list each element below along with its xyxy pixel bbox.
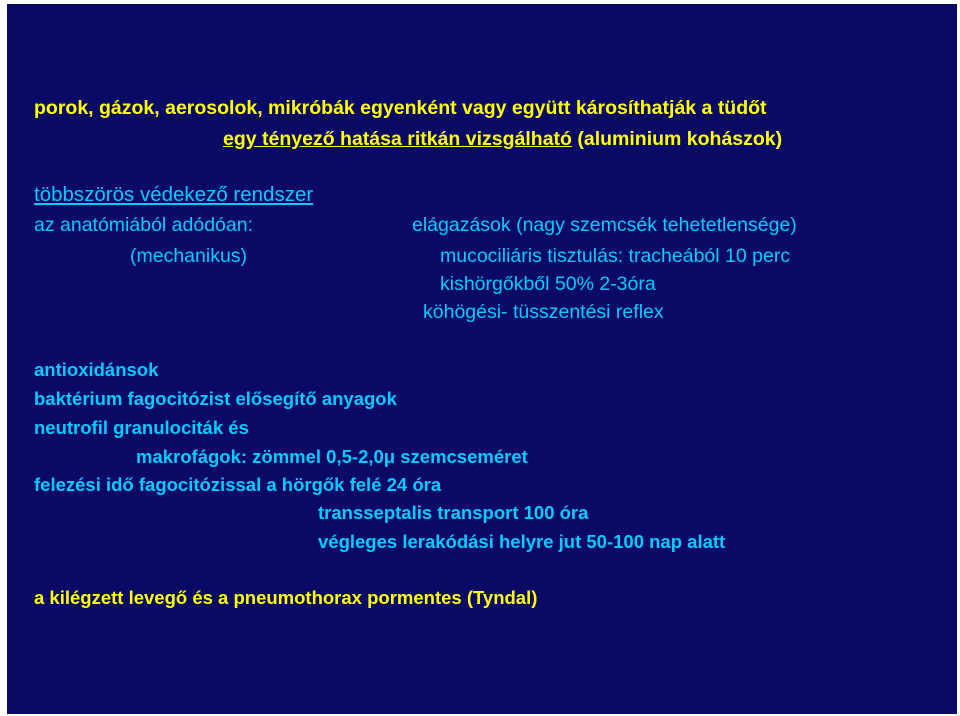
anatomic-label: az anatómiából adódóan: <box>34 214 254 236</box>
exhaled-air-text: a kilégzett levegő és a pneumothorax pormentes (Tyndal) <box>34 587 538 608</box>
slide <box>7 4 957 714</box>
half-life-text: felezési idő fagocitózissal a hörgők felé 24 óra <box>34 474 442 495</box>
final-deposit-text: végleges lerakódási helyre jut 50-100 nap alatt <box>318 531 726 552</box>
defense-system-heading: többszörös védekező rendszer <box>34 183 314 206</box>
branching-text: elágazások (nagy szemcsék tehetetlensége) <box>412 214 797 236</box>
single-factor-line <box>223 127 782 151</box>
bronchi-clearance-text: kishörgőkből 50% 2-3óra <box>440 273 656 295</box>
mucociliary-text: mucociliáris tisztulás: tracheából 10 perc <box>440 245 791 267</box>
transseptal-text: transseptalis transport 100 óra <box>318 502 589 523</box>
aluminium-note: (aluminium kohászok) <box>571 128 783 150</box>
mechanic-label: (mechanikus) <box>130 245 248 267</box>
cough-reflex-text: köhögési- tüsszentési reflex <box>423 301 664 323</box>
macrophages-text: makrofágok: zömmel 0,5-2,0μ szemcseméret <box>136 446 528 467</box>
single-factor-underlined: egy tényező hatása ritkán vizsgálható <box>223 128 572 150</box>
pollutants-line: porok, gázok, aerosolok, mikróbák egyenként vagy együtt károsíthatják a tüdőt <box>34 97 767 119</box>
neutrophil-text: neutrofil granulociták és <box>34 417 249 438</box>
phagocytosis-promoters-text: baktérium fagocitózist elősegítő anyagok <box>34 388 397 409</box>
antioxidants-text: antioxidánsok <box>34 359 159 380</box>
